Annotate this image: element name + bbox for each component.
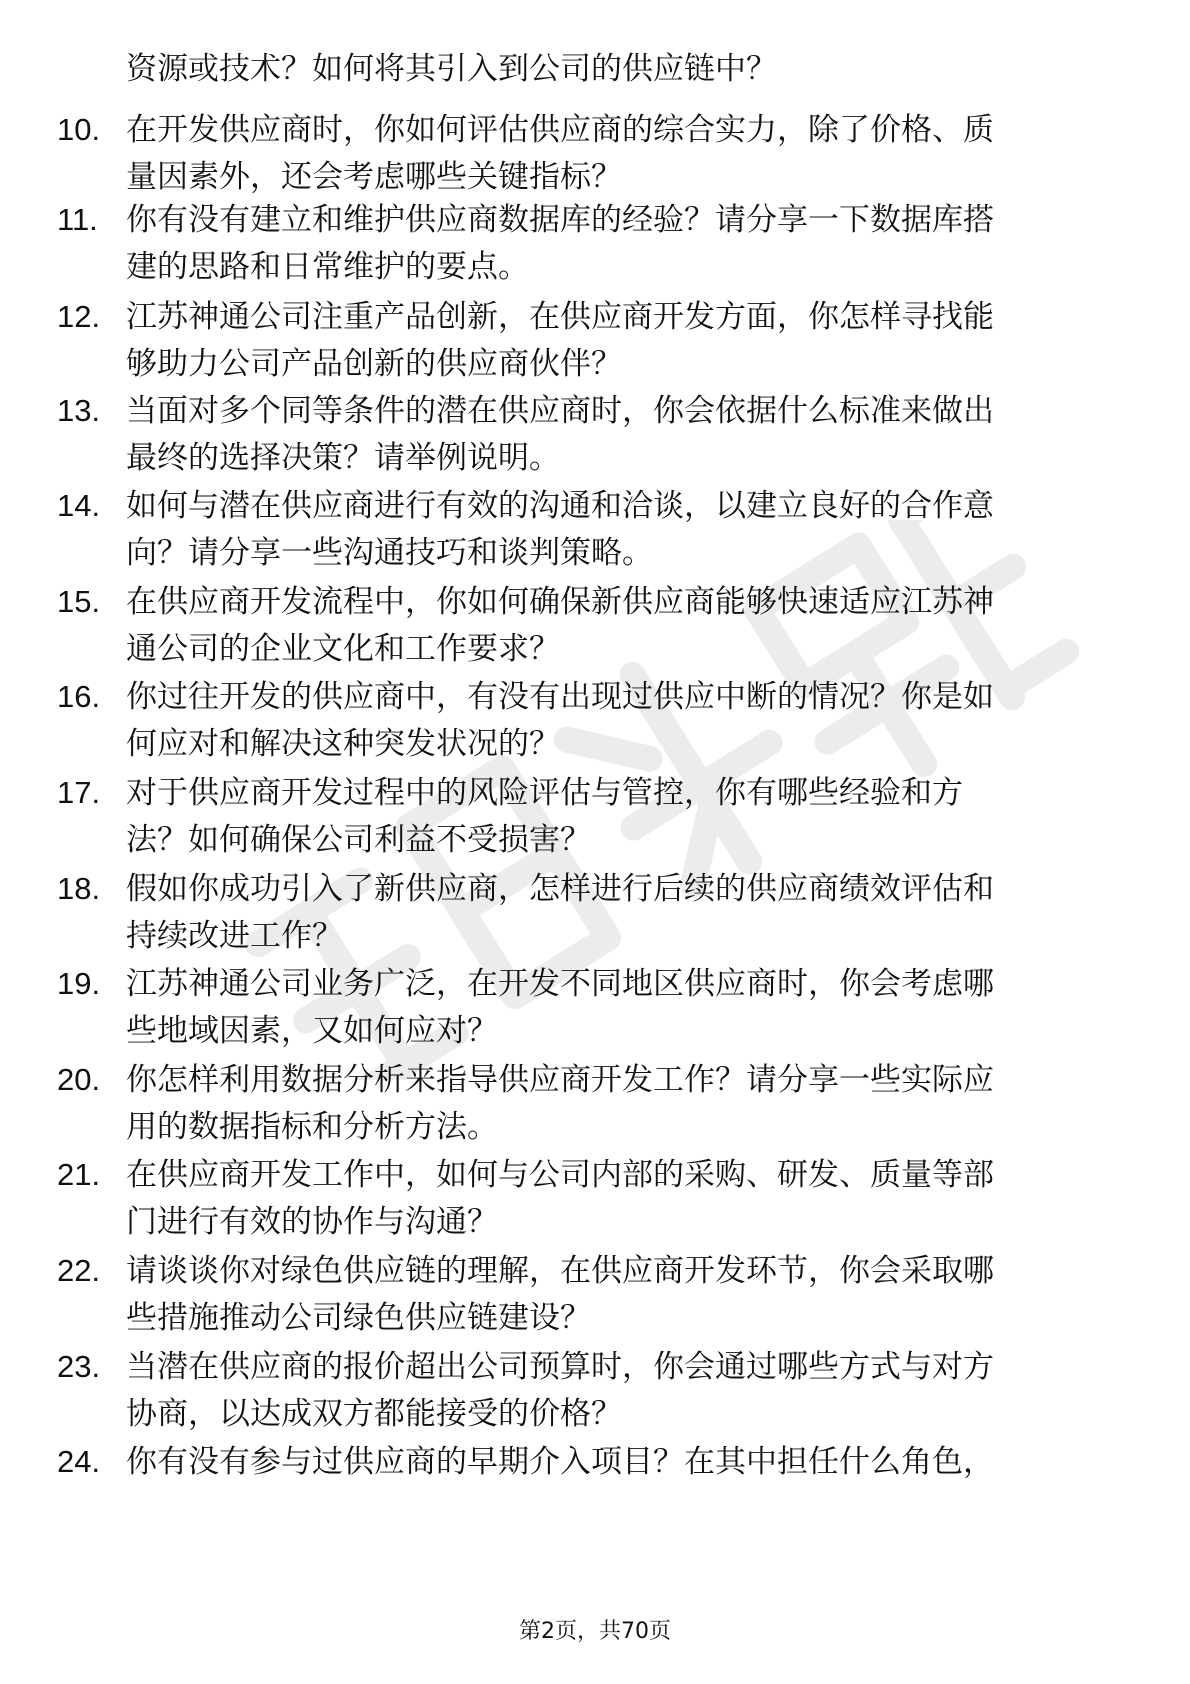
question-text-line: 协商，以达成双方都能接受的价格？ bbox=[126, 1396, 622, 1432]
question-text-line: 你怎样利用数据分析来指导供应商开发工作？请分享一些实际应 bbox=[126, 1062, 994, 1098]
question-text-line: 些地域因素，又如何应对？ bbox=[126, 1013, 498, 1049]
question-number: 24. bbox=[57, 1444, 101, 1479]
question-text-line: 在供应商开发流程中，你如何确保新供应商能够快速适应江苏神 bbox=[126, 584, 994, 620]
question-number: 21. bbox=[57, 1157, 101, 1192]
question-text-line: 用的数据指标和分析方法。 bbox=[126, 1109, 498, 1145]
question-text-line: 在开发供应商时，你如何评估供应商的综合实力，除了价格、质 bbox=[126, 112, 994, 148]
question-text-line: 持续改进工作？ bbox=[126, 918, 343, 954]
question-text-line: 江苏神通公司业务广泛，在开发不同地区供应商时，你会考虑哪 bbox=[126, 966, 994, 1002]
question-text-line: 些措施推动公司绿色供应链建设？ bbox=[126, 1300, 591, 1336]
question-text-line: 在供应商开发工作中，如何与公司内部的采购、研发、质量等部 bbox=[126, 1157, 994, 1193]
question-number: 11. bbox=[57, 202, 98, 237]
question-text-line: 你有没有建立和维护供应商数据库的经验？请分享一下数据库搭 bbox=[126, 202, 994, 238]
question-text-line: 你过往开发的供应商中，有没有出现过供应中断的情况？你是如 bbox=[126, 679, 994, 715]
question-number: 10. bbox=[57, 112, 101, 147]
question-text-line: 门进行有效的协作与沟通？ bbox=[126, 1204, 498, 1240]
question-text-line: 当面对多个同等条件的潜在供应商时，你会依据什么标准来做出 bbox=[126, 393, 994, 429]
question-number: 17. bbox=[57, 775, 101, 810]
question-text-line: 假如你成功引入了新供应商，怎样进行后续的供应商绩效评估和 bbox=[126, 871, 994, 907]
question-text-line: 江苏神通公司注重产品创新，在供应商开发方面，你怎样寻找能 bbox=[126, 299, 994, 335]
question-text-line: 何应对和解决这种突发状况的？ bbox=[126, 726, 560, 762]
question-text-line: 资源或技术？如何将其引入到公司的供应链中？ bbox=[126, 51, 777, 87]
question-text-line: 向？请分享一些沟通技巧和谈判策略。 bbox=[126, 535, 653, 571]
question-text-line: 最终的选择决策？请举例说明。 bbox=[126, 440, 560, 476]
question-number: 13. bbox=[57, 393, 101, 428]
question-number: 16. bbox=[57, 679, 101, 714]
question-number: 23. bbox=[57, 1349, 101, 1384]
question-text-line: 法？如何确保公司利益不受损害？ bbox=[126, 822, 591, 858]
question-number: 15. bbox=[57, 584, 101, 619]
question-text-line: 你有没有参与过供应商的早期介入项目？在其中担任什么角色， bbox=[126, 1444, 994, 1480]
question-text-line: 当潜在供应商的报价超出公司预算时，你会通过哪些方式与对方 bbox=[126, 1349, 994, 1385]
page-footer: 第2页，共70页 bbox=[519, 1619, 671, 1644]
question-text-line: 通公司的企业文化和工作要求？ bbox=[126, 631, 560, 667]
question-number: 12. bbox=[57, 299, 101, 334]
question-text-line: 如何与潜在供应商进行有效的沟通和洽谈，以建立良好的合作意 bbox=[126, 488, 994, 524]
question-number: 14. bbox=[57, 488, 101, 523]
question-number: 22. bbox=[57, 1253, 101, 1288]
question-number: 18. bbox=[57, 871, 101, 906]
question-text-line: 对于供应商开发过程中的风险评估与管控，你有哪些经验和方 bbox=[126, 775, 963, 811]
question-text-line: 够助力公司产品创新的供应商伙伴？ bbox=[126, 346, 622, 382]
question-number: 20. bbox=[57, 1062, 101, 1097]
question-number: 19. bbox=[57, 966, 101, 1001]
question-text-line: 请谈谈你对绿色供应链的理解，在供应商开发环节，你会采取哪 bbox=[126, 1253, 994, 1289]
question-text-line: 量因素外，还会考虑哪些关键指标？ bbox=[126, 159, 622, 195]
question-text-line: 建的思路和日常维护的要点。 bbox=[126, 249, 529, 285]
